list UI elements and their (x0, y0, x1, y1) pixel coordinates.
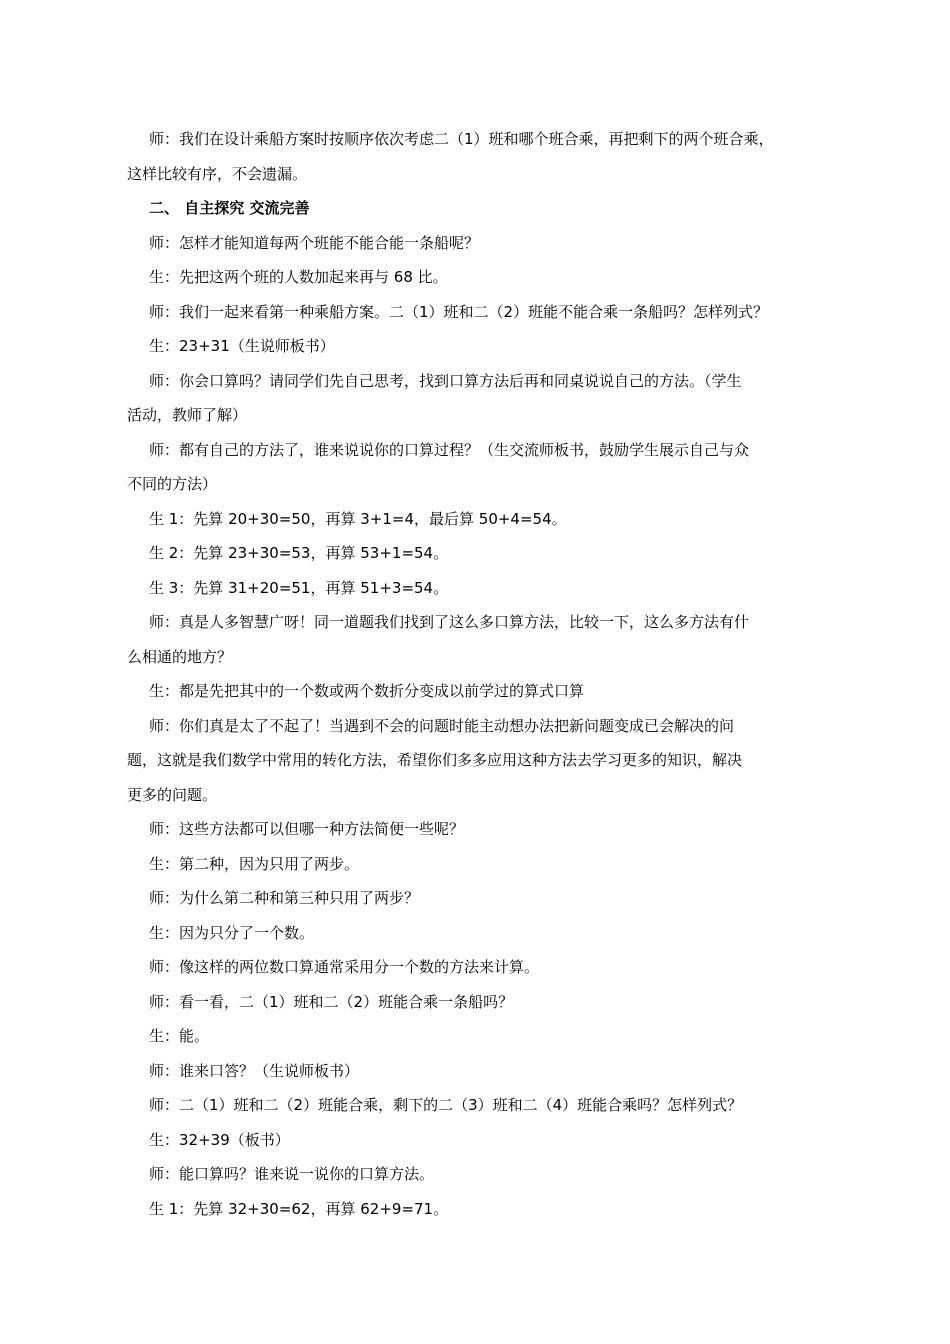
text-line: 这样比较有序，不会遗漏。 (127, 164, 308, 183)
dialogue-paragraph (127, 605, 817, 674)
text-line: 师：我们一起来看第一种乘船方案。二（1）班和二（2）班能不能合乘一条船吗？怎样列式？ (149, 302, 769, 321)
dialogue-paragraph (127, 1192, 817, 1227)
dialogue-paragraph (127, 295, 817, 330)
dialogue-paragraph (127, 1019, 817, 1054)
dialogue-paragraph (127, 950, 817, 985)
dialogue-paragraph (127, 709, 817, 813)
text-line: 不同的方法） (127, 475, 218, 493)
text-line: 生：都是先把其中的一个数或两个数折分变成以前学过的算式口算 (149, 682, 585, 700)
text-line: 更多的问题。 (127, 785, 218, 804)
text-line: 生：能。 (149, 1027, 210, 1045)
text-line: 师：像这样的两位数口算通常采用分一个数的方法来计算。 (149, 958, 540, 976)
dialogue-paragraph (127, 1157, 817, 1192)
text-line: 生：因为只分了一个数。 (149, 923, 315, 942)
text-line: 师：谁来口答？（生说师板书） (149, 1061, 360, 1080)
dialogue-paragraph (127, 1054, 817, 1089)
dialogue-paragraph (127, 329, 817, 364)
text-line: 活动，教师了解） (127, 406, 248, 424)
text-line: 师：都有自己的方法了，谁来说说你的口算过程？（生交流师板书，鼓励学生展示自己与众 (149, 440, 750, 459)
text-line: 生 1：先算 32+30=62，再算 62+9=71。 (149, 1199, 449, 1218)
dialogue-paragraph (127, 364, 817, 433)
text-line: 生 2：先算 23+30=53，再算 53+1=54。 (149, 544, 449, 562)
dialogue-paragraph (127, 226, 817, 261)
dialogue-paragraph (127, 1123, 817, 1158)
section-heading: 二、 自主探究 交流完善 (149, 199, 310, 217)
dialogue-paragraph (127, 674, 817, 709)
dialogue-paragraph (127, 847, 817, 882)
dialogue-paragraph (127, 122, 817, 191)
text-line: 生 1：先算 20+30=50，再算 3+1=4，最后算 50+4=54。 (149, 509, 567, 528)
dialogue-paragraph (127, 260, 817, 295)
text-line: 师：看一看，二（1）班和二（2）班能合乘一条船吗？ (149, 992, 514, 1011)
dialogue-paragraph (127, 812, 817, 847)
dialogue-paragraph (127, 502, 817, 537)
text-line: 生：32+39（板书） (149, 1130, 290, 1149)
dialogue-paragraph (127, 916, 817, 951)
text-line: 生 3：先算 31+20=51，再算 51+3=54。 (149, 578, 449, 597)
document-body (127, 122, 817, 1226)
text-line: 师：我们在设计乘船方案时按顺序依次考虑二（1）班和哪个班合乘，再把剩下的两个班合乘， (149, 130, 774, 148)
text-line: 师：为什么第二种和第三种只用了两步？ (149, 889, 420, 907)
text-line: 师：你会口算吗？请同学们先自己思考，找到口算方法后再和同桌说说自己的方法。（学生 (149, 371, 742, 390)
text-line: 题，这就是我们数学中常用的转化方法，希望你们多多应用这种方法去学习更多的知识，解决 (127, 751, 743, 769)
dialogue-paragraph (127, 1088, 817, 1123)
text-line: 师：二（1）班和二（2）班能合乘，剩下的二（3）班和二（4）班能合乘吗？怎样列式？ (149, 1096, 743, 1114)
text-line: 生：第二种，因为只用了两步。 (149, 854, 360, 873)
text-line: 么相通的地方？ (127, 647, 233, 666)
dialogue-paragraph (127, 536, 817, 571)
text-line: 生：23+31（生说师板书） (149, 337, 335, 355)
dialogue-paragraph (127, 433, 817, 502)
text-line: 师：这些方法都可以但哪一种方法简便一些呢？ (149, 820, 465, 838)
text-line: 师：怎样才能知道每两个班能不能合能一条船呢？ (149, 233, 480, 252)
dialogue-paragraph (127, 985, 817, 1020)
text-line: 师：真是人多智慧广呀！同一道题我们找到了这么多口算方法，比较一下，这么多方法有什 (149, 613, 750, 631)
text-line: 师：能口算吗？谁来说一说你的口算方法。 (149, 1165, 435, 1183)
text-line: 师：你们真是太了不起了！当遇到不会的问题时能主动想办法把新问题变成已会解决的问 (149, 716, 735, 735)
dialogue-paragraph (127, 571, 817, 606)
text-line: 生：先把这两个班的人数加起来再与 68 比。 (149, 268, 448, 286)
dialogue-paragraph (127, 881, 817, 916)
